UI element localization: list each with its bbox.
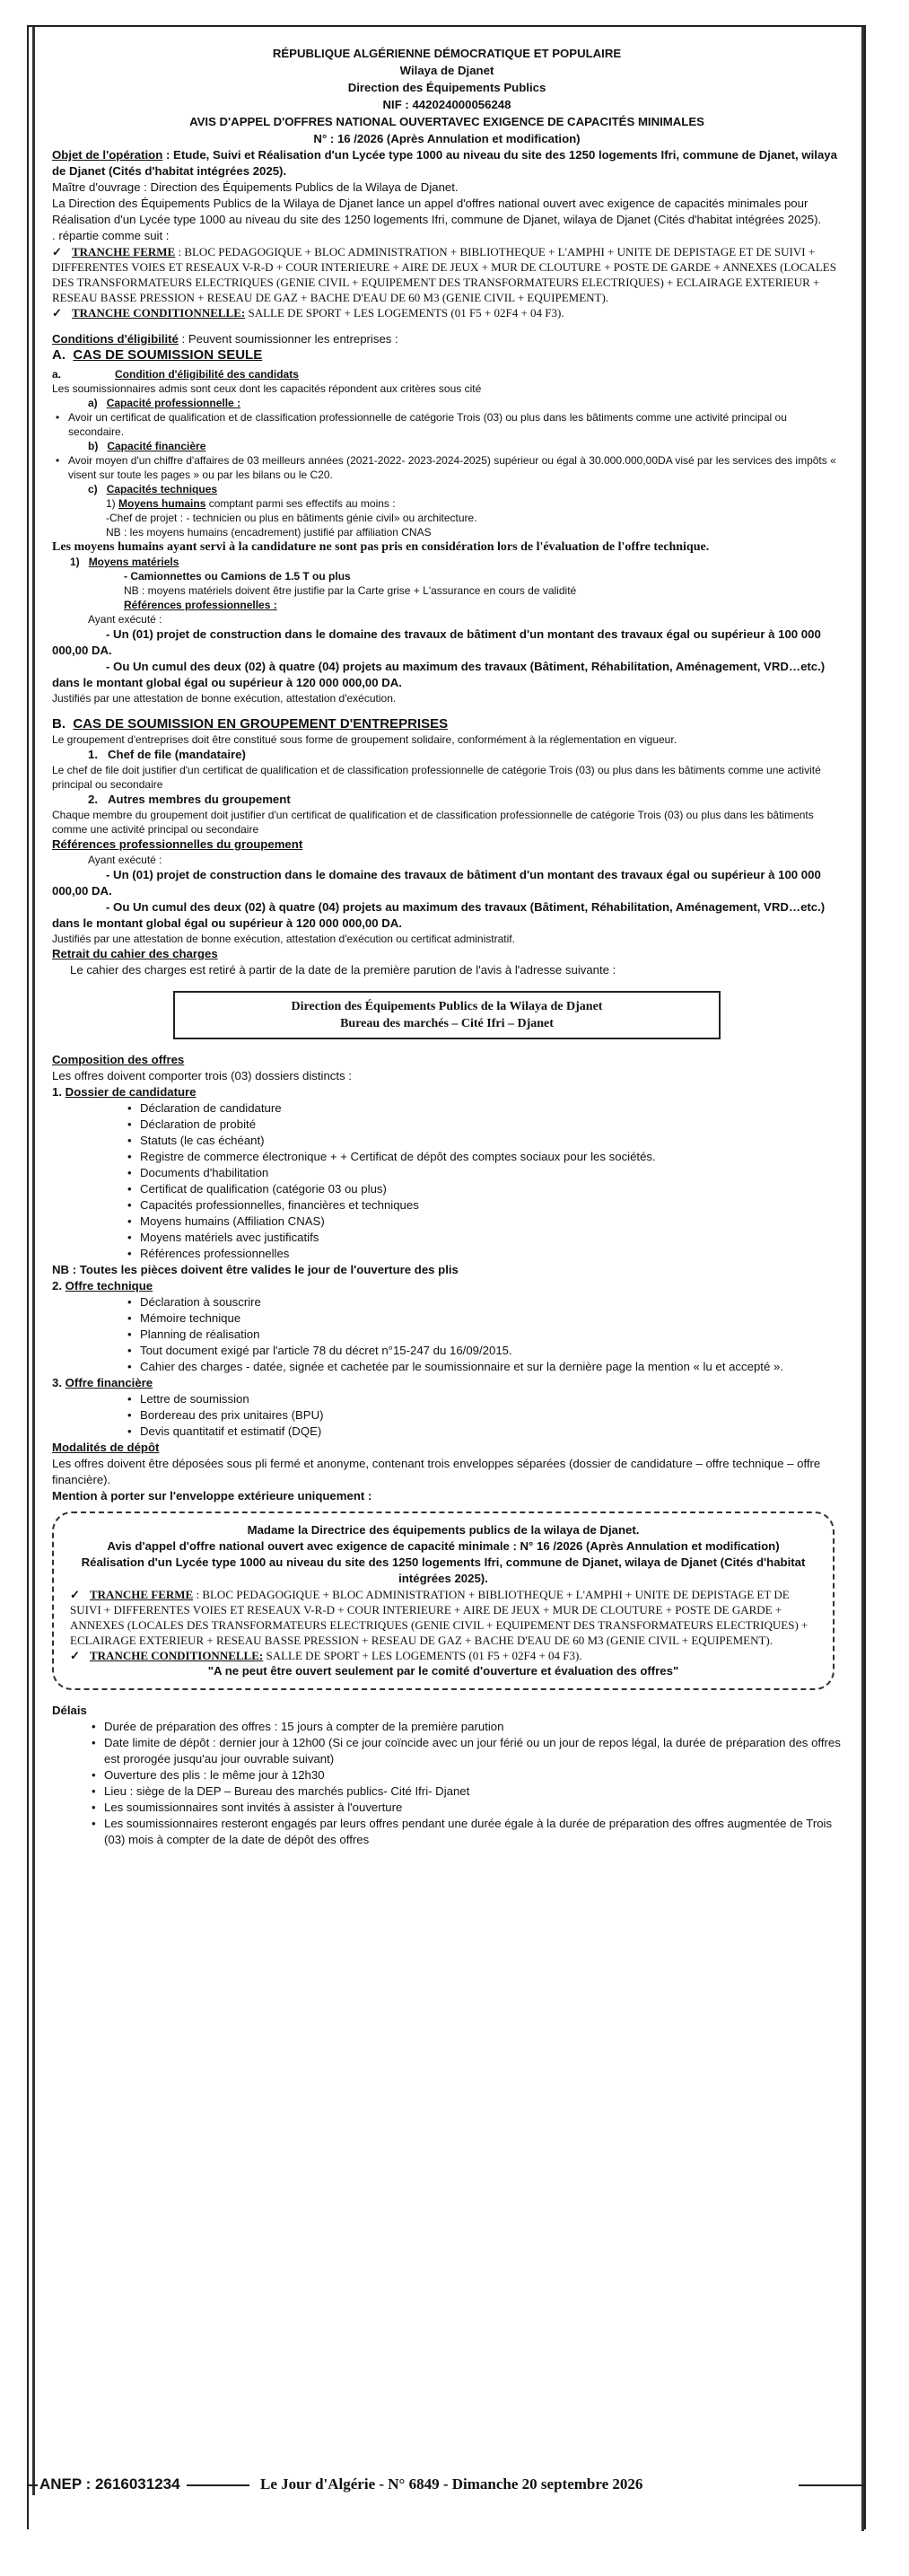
list-item: • Documents d'habilitation	[124, 1165, 842, 1181]
list-item: • Registre de commerce électronique + + Certificat de dépôt des comptes sociaux pour les sociétés.	[124, 1149, 842, 1165]
tranche-cond-label: TRANCHE CONDITIONNELLE:	[72, 306, 246, 320]
check-mark-icon: ✓	[52, 245, 62, 258]
objet-text: : Etude, Suivi et Réalisation d'un Lycée type 1000 au niveau du site des 1250 logements Ifri, commune de Djanet, wilaya de Djanet (Cités d'habitat intégrées 2025).	[52, 148, 837, 178]
composition-heading: Composition des offres	[52, 1053, 185, 1066]
ref-prof-heading: Références professionnelles :	[124, 599, 277, 611]
justification-2: Justifiés par une attestation de bonne exécution, attestation d'exécution ou certificat administratif.	[52, 933, 515, 945]
list-item: • Statuts (le cas échéant)	[124, 1133, 842, 1149]
nb-pieces: NB : Toutes les pièces doivent être valides le jour de l'ouverture des plis	[52, 1263, 459, 1276]
justification-1: Justifiés par une attestation de bonne exécution, attestation d'exécution.	[52, 692, 397, 705]
ref-groupement-heading: Références professionnelles du groupement	[52, 837, 303, 851]
list-item: • Devis quantitatif et estimatif (DQE)	[124, 1424, 842, 1440]
right-border	[861, 27, 864, 2531]
journal-reference: Le Jour d'Algérie - N° 6849 - Dimanche 20 septembre 2026	[260, 2475, 643, 2493]
envelope-ferme-label: TRANCHE FERME	[90, 1588, 194, 1601]
maitre-ouvrage: Maître d'ouvrage : Direction des Équipements Publics de la Wilaya de Djanet.	[52, 180, 459, 194]
check-mark-icon: ✓	[52, 306, 62, 320]
list-item: • Tout document exigé par l'article 78 du décret n°15-247 du 16/09/2015.	[124, 1343, 842, 1359]
list-item: • Références professionnelles	[124, 1246, 842, 1262]
envelope-realisation: Réalisation d'un Lycée type 1000 au niveau du site des 1250 logements Ifri, commune de Djanet, wilaya de Djanet (Cités d'habitat intégrées 2025).	[81, 1555, 806, 1585]
retrait-heading: Retrait du cahier des charges	[52, 947, 218, 960]
list-item: • Déclaration à souscrire	[124, 1294, 842, 1310]
envelope-avis: Avis d'appel d'offre national ouvert avec exigence de capacité minimale : N° 16 /2026 (Après Annulation et modification)	[107, 1539, 780, 1553]
ayant-execute: Ayant exécuté :	[88, 613, 162, 626]
check-mark-icon: ✓	[70, 1588, 80, 1601]
tranches-block	[52, 244, 842, 320]
address-box	[173, 991, 721, 1039]
list-item: • Déclaration de probité	[124, 1117, 842, 1133]
tranche-cond-text: SALLE DE SPORT + LES LOGEMENTS (01 F5 + 02F4 + 04 F3).	[245, 306, 564, 320]
section-a-body	[52, 367, 842, 539]
reference-2: - Ou Un cumul des deux (02) à quatre (04) projets au maximum des travaux (Bâtiment, Réhabilitation, Aménagement, VRD…etc.) dans le montant global égal ou supérieur à 120 000 000,00 DA.	[52, 660, 826, 689]
notice-content	[52, 45, 842, 1848]
nb-materiels: NB : moyens matériels doivent être justifie par la Carte grise + L'assurance en cours de validité	[124, 584, 577, 597]
a-intro: Les soumissionnaires admis sont ceux dont les capacités répondent aux critères sous cité	[52, 382, 482, 395]
autres-text: Chaque membre du groupement doit justifier d'un certificat de qualification et de classification professionnelle de catégorie Trois (03) ou plus dans les bâtiments comme une activité principal ou secondaire	[52, 809, 814, 836]
list-item: • Lieu : siège de la DEP – Bureau des marchés publics- Cité Ifri- Djanet	[88, 1783, 842, 1800]
list-item: • Durée de préparation des offres : 15 jours à compter de la première parution	[88, 1719, 842, 1735]
chef-file-heading: 1. Chef de file (mandataire)	[88, 748, 246, 761]
intro-paragraph: La Direction des Équipements Publics de la Wilaya de Djanet lance un appel d'offres national ouvert avec exigence de capacités minimales pour Réalisation d'un Lycée type 1000 au niveau du site des 1250 logements Ifri, commune de Djanet, wilaya de Djanet (Cités d'habitat intégrées 2025).	[52, 197, 822, 226]
cap-tech-heading: c) Capacités techniques	[88, 483, 218, 495]
list-item: • Moyens humains (Affiliation CNAS)	[124, 1214, 842, 1230]
envelope-cond-label: TRANCHE CONDITIONNELLE:	[90, 1649, 264, 1662]
chef-file-text: Le chef de file doit justifier d'un certificat de qualification et de classification professionnelle de catégorie Trois (03) ou plus dans les bâtiments comme une activité principal ou secondaire	[52, 764, 821, 791]
conditions-label: Conditions d'éligibilité	[52, 332, 179, 346]
section-b-heading: B. CAS DE SOUMISSION EN GROUPEMENT D'ENTREPRISES	[52, 716, 449, 732]
wilaya-name: Wilaya de Djanet	[399, 64, 494, 77]
moyens-materiels-heading: 1) Moyens matériels	[70, 556, 179, 568]
list-item: • Mémoire technique	[124, 1310, 842, 1327]
envelope-ne-peut: "A ne peut être ouvert seulement par le comité d'ouverture et évaluation des offres"	[207, 1664, 679, 1678]
envelope-cond-text: SALLE DE SPORT + LES LOGEMENTS (01 F5 + 02F4 + 04 F3).	[263, 1649, 582, 1662]
reference-1: - Un (01) projet de construction dans le domaine des travaux de bâtiment d'un montant des travaux égal ou supérieur à 100 000 000,00 DA.	[52, 627, 821, 657]
section-a-heading: A. CAS DE SOUMISSION SEULE	[52, 347, 263, 363]
notice-title: AVIS D'APPEL D'OFFRES NATIONAL OUVERTAVEC EXIGENCE DE CAPACITÉS MINIMALES	[189, 115, 704, 128]
camion-line: - Camionnettes ou Camions de 1.5 T ou plus	[124, 570, 351, 583]
address-line-1: Direction des Équipements Publics de la Wilaya de Djanet	[291, 1000, 603, 1013]
address-line-2: Bureau des marchés – Cité Ifri – Djanet	[340, 1017, 554, 1030]
b-intro: Le groupement d'entreprises doit être constitué sous forme de groupement solidaire, conformément à la réglementation en vigueur.	[52, 733, 677, 746]
a-condition-heading: a. Condition d'éligibilité des candidats	[52, 368, 299, 381]
offre-financiere-heading: 3. Offre financière	[52, 1376, 153, 1389]
offre-technique-heading: 2. Offre technique	[52, 1279, 153, 1292]
modalites-heading: Modalités de dépôt	[52, 1441, 160, 1454]
delais-heading: Délais	[52, 1704, 87, 1717]
envelope-madame: Madame la Directrice des équipements publics de la wilaya de Djanet.	[247, 1523, 640, 1537]
autres-heading: 2. Autres membres du groupement	[88, 793, 291, 806]
header	[52, 45, 842, 147]
reference-3: - Un (01) projet de construction dans le domaine des travaux de bâtiment d'un montant des travaux égal ou supérieur à 100 000 000,00 DA.	[52, 868, 821, 898]
mention-text: Mention à porter sur l'enveloppe extérieure uniquement :	[52, 1489, 372, 1503]
envelope-box	[52, 1511, 835, 1690]
list-item: • Lettre de soumission	[124, 1391, 842, 1407]
list-item: • Planning de réalisation	[124, 1327, 842, 1343]
list-item: • Déclaration de candidature	[124, 1100, 842, 1117]
nb-humains: NB : les moyens humains (encadrement) justifié par affiliation CNAS	[106, 526, 432, 539]
republic-title: RÉPUBLIQUE ALGÉRIENNE DÉMOCRATIQUE ET POPULAIRE	[272, 47, 622, 60]
chef-projet: -Chef de projet : - technicien ou plus en bâtiments génie civil» ou architecture.	[106, 512, 477, 524]
offre-financiere-list	[52, 1391, 842, 1440]
ayant-execute-2: Ayant exécuté :	[88, 854, 162, 866]
offre-technique-list	[52, 1294, 842, 1375]
cap-prof-text: • Avoir un certificat de qualification et de classification professionnelle de catégorie Trois (03) ou plus dans les bâtiments comme une activité principal ou secondaire.	[52, 410, 842, 439]
retrait-text: Le cahier des charges est retiré à partir de la date de la première parution de l'avis à l'adresse suivante :	[70, 963, 616, 977]
check-mark-icon: ✓	[70, 1649, 80, 1662]
objet-label: Objet de l'opération	[52, 148, 163, 162]
cap-fin-text: • Avoir moyen d'un chiffre d'affaires de 03 meilleurs années (2021-2022- 2023-2024-2025) supérieur ou égal à 30.000.000,00DA visé par les services des impôts « visent sur toute les pages » ou par les bilans ou le C20.	[52, 453, 842, 482]
list-item: • Les soumissionnaires sont invités à assister à l'ouverture	[88, 1800, 842, 1816]
cap-fin-heading: b) Capacité financière	[88, 440, 206, 452]
notice-number: N° : 16 /2026 (Après Annulation et modification)	[313, 132, 581, 145]
envelope-ferme-text: : BLOC PEDAGOGIQUE + BLOC ADMINISTRATION + BIBLIOTHEQUE + L'AMPHI + UNITE DE DEPISTAGE ET DE SUIVI + DIFFERENTES VOIES ET RESEAUX V-R-D + COUR INTERIEURE + AIRE DE JEUX + MUR DE CLOUTURE + POSTE DE GARDE + ANNEXES (LOCALES DES TRANSFORMATEURS ELECTRIQUES (GENIE CIVIL + EQUIPEMENT DES TRANSFORMATEURS ELECTRIQUES) + ECLAIRAGE EXTERIEUR + RESEAU BASSE PRESSION + RESEAU DE GAZ + BACHE D'EAU DE 60 M3 (GENIE CIVIL + EQUIPEMENT).	[70, 1588, 808, 1647]
list-item: • Cahier des charges - datée, signée et cachetée par le soumissionnaire et sur la dernière page la mention « lu et accepté ».	[124, 1359, 842, 1375]
conditions-paragraph	[52, 331, 842, 347]
moyens-humains-line: 1) Moyens humains comptant parmi ses effectifs au moins :	[106, 497, 396, 510]
composition-text: Les offres doivent comporter trois (03) dossiers distincts :	[52, 1069, 352, 1082]
list-item: • Moyens matériels avec justificatifs	[124, 1230, 842, 1246]
reference-4: - Ou Un cumul des deux (02) à quatre (04) projets au maximum des travaux (Bâtiment, Réhabilitation, Aménagement, VRD…etc.) dans le montant global égal ou supérieur à 120 000 000,00 DA.	[52, 900, 826, 930]
modalites-text: Les offres doivent être déposées sous pli fermé et anonyme, contenant trois enveloppes séparées (dossier de candidature – offre technique – offre financière).	[52, 1457, 821, 1486]
left-border	[32, 27, 35, 2495]
list-item: • Ouverture des plis : le même jour à 12h30	[88, 1767, 842, 1783]
list-item: • Certificat de qualification (catégorie 03 ou plus)	[124, 1181, 842, 1197]
nif-number: NIF : 442024000056248	[382, 98, 511, 111]
tranche-ferme-text: : BLOC PEDAGOGIQUE + BLOC ADMINISTRATION + BIBLIOTHEQUE + L'AMPHI + UNITE DE DEPISTAGE ET DE SUIVI + DIFFERENTES VOIES ET RESEAUX V-R-D + COUR INTERIEURE + AIRE DE JEUX + MUR DE CLOUTURE + POSTE DE GARDE + ANNEXES (LOCALES DES TRANSFORMATEURS ELECTRIQUES (GENIE CIVIL + EQUIPEMENT DES TRANSFORMATEURS ELECTRIQUES) + ECLAIRAGE EXTERIEUR + RESEAU BASSE PRESSION + RESEAU DE GAZ + BACHE D'EAU DE 60 M3 (GENIE CIVIL + EQUIPEMENT).	[52, 245, 836, 304]
list-item: • Les soumissionnaires resteront engagés par leurs offres pendant une durée égale à la durée de préparation des offres augmentée de Trois (03) mois à compter de la date de dépôt des offres	[88, 1816, 842, 1848]
dossier-candidature-list	[52, 1100, 842, 1262]
conditions-text: : Peuvent soumissionner les entreprises :	[178, 332, 398, 346]
objet-paragraph	[52, 147, 842, 180]
tranche-ferme-label: TRANCHE FERME	[72, 245, 176, 258]
repartie-text: . répartie comme suit :	[52, 229, 170, 242]
anep-number: ANEP : 2616031234	[39, 2475, 180, 2493]
moyens-note: Les moyens humains ayant servi à la candidature ne sont pas pris en considération lors de l'évaluation de l'offre technique.	[52, 540, 710, 554]
dossier-candidature-heading: 1. Dossier de candidature	[52, 1085, 197, 1099]
delais-list	[52, 1719, 842, 1848]
list-item: • Capacités professionnelles, financières et techniques	[124, 1197, 842, 1214]
moyens-materiels-block	[52, 555, 842, 626]
direction-name: Direction des Équipements Publics	[347, 81, 546, 94]
cap-prof-heading: a) Capacité professionnelle :	[88, 397, 241, 409]
list-item: • Date limite de dépôt : dernier jour à 12h00 (Si ce jour coïncide avec un jour férié ou un jour de repos légal, la durée de préparation des offres est prorogée jusqu'au jour ouvrable suivant)	[88, 1735, 842, 1767]
list-item: • Bordereau des prix unitaires (BPU)	[124, 1407, 842, 1424]
